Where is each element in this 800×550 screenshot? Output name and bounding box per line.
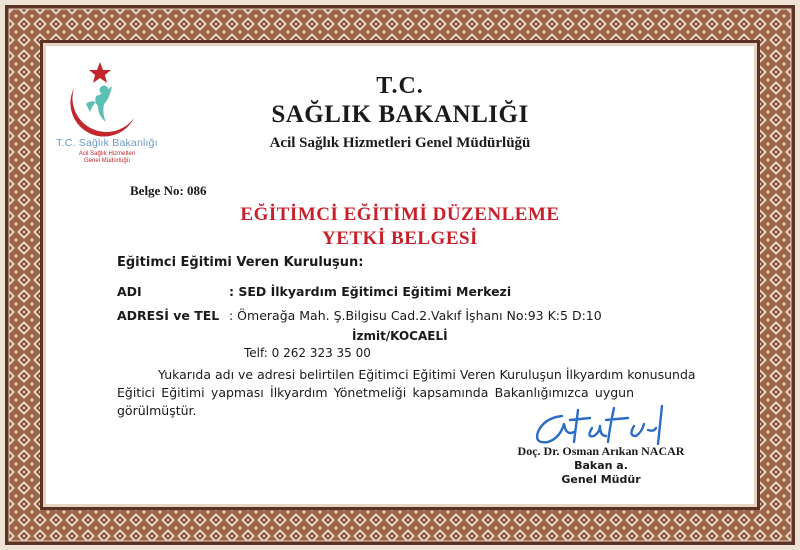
institution-name-value: : SED İlkyardım Eğitimci Eğitimi Merkezi	[229, 284, 512, 299]
body-text-line3: görülmüştür.	[117, 403, 197, 418]
logo-subtitle-2: Genel Müdürlüğü	[83, 158, 131, 164]
department-heading: Acil Sağlık Hizmetleri Genel Müdürlüğü	[269, 135, 531, 151]
ministry-heading: SAĞLIK BAKANLIĞI	[271, 101, 529, 128]
logo-subtitle-1: Acil Sağlık Hizmetleri	[78, 151, 136, 157]
signatory-title-1: Bakan a.	[574, 459, 628, 472]
institution-phone: Telf: 0 262 323 35 00	[244, 346, 371, 360]
institution-heading: Eğitimci Eğitimi Veren Kuruluşun:	[117, 255, 364, 270]
signatory-name: Doç. Dr. Osman Arıkan NACAR	[517, 444, 685, 458]
institution-city: İzmit/KOCAELİ	[352, 329, 448, 343]
logo-title: T.C. Sağlık Bakanlığı	[56, 137, 158, 149]
country-heading: T.C.	[376, 73, 424, 99]
body-text-line2: Eğitici Eğitimi yapması İlkyardım Yönetmeliği kapsamında Bakanlığımızca uygun	[117, 385, 634, 400]
certificate-title-line2: YETKİ BELGESİ	[322, 228, 478, 249]
signatory-title-2: Genel Müdür	[561, 473, 641, 486]
body-text-line1: Yukarıda adı ve adresi belirtilen Eğitimci Eğitimi Veren Kuruluşun İlkyardım konusunda	[158, 367, 696, 382]
institution-address-label: ADRESİ ve TEL	[117, 308, 220, 323]
certificate-title-line1: EĞİTİMCİ EĞİTİMİ DÜZENLEME	[240, 204, 560, 225]
document-number: Belge No: 086	[130, 183, 207, 198]
institution-address-value: : Ömerağa Mah. Ş.Bilgisu Cad.2.Vakıf İşhanı No:93 K:5 D:10	[229, 308, 602, 323]
institution-name-label: ADI	[117, 284, 142, 299]
